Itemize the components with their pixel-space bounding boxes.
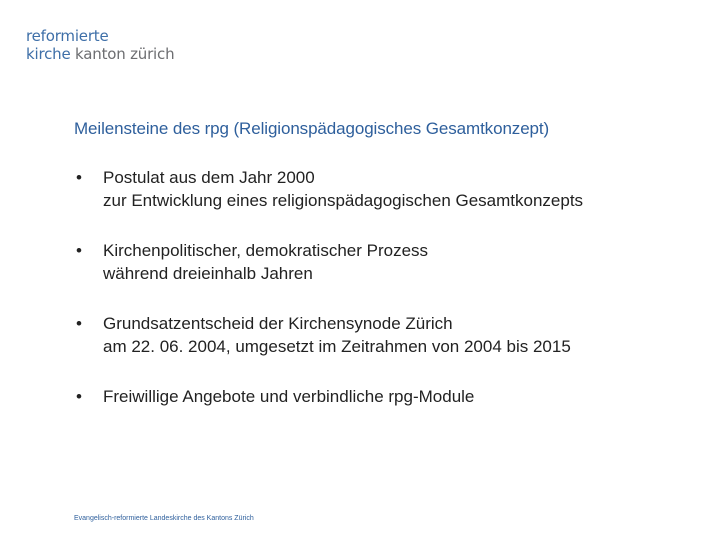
milestone-text-line: Freiwillige Angebote und verbindliche rpg-Module xyxy=(103,387,475,406)
milestone-item-prozess xyxy=(76,239,583,285)
logo-text-reformierte: reformierte xyxy=(26,27,109,45)
organization-logo xyxy=(26,27,174,63)
bullet-icon: • xyxy=(76,314,82,333)
milestone-text-line: zur Entwicklung eines religionspädagogischen Gesamtkonzepts xyxy=(103,191,584,210)
bullet-icon: • xyxy=(76,241,82,260)
milestone-item-angebote xyxy=(76,385,583,408)
milestone-item-grundsatzentscheid xyxy=(76,312,583,358)
milestone-text-line: während dreieinhalb Jahren xyxy=(103,264,313,283)
bullet-icon: • xyxy=(76,168,82,187)
bullet-icon: • xyxy=(76,387,82,406)
slide-title: Meilensteine des rpg (Religionspädagogisches Gesamtkonzept) xyxy=(74,119,550,138)
milestone-text-line: Postulat aus dem Jahr 2000 xyxy=(103,168,315,187)
logo-line-kirche-kanton-zuerich xyxy=(26,45,174,63)
logo-text-kirche: kirche xyxy=(26,45,71,63)
milestone-text-line: am 22. 06. 2004, umgesetzt im Zeitrahmen von 2004 bis 2015 xyxy=(103,337,571,356)
footer-organization-name: Evangelisch-reformierte Landeskirche des Kantons Zürich xyxy=(74,515,254,522)
milestone-item-postulat xyxy=(76,166,583,212)
milestone-text-line: Grundsatzentscheid der Kirchensynode Zürich xyxy=(103,314,453,333)
logo-text-kanton-zuerich: kanton zürich xyxy=(70,45,175,63)
milestone-list xyxy=(76,166,583,435)
milestone-text-line: Kirchenpolitischer, demokratischer Prozess xyxy=(103,241,429,260)
